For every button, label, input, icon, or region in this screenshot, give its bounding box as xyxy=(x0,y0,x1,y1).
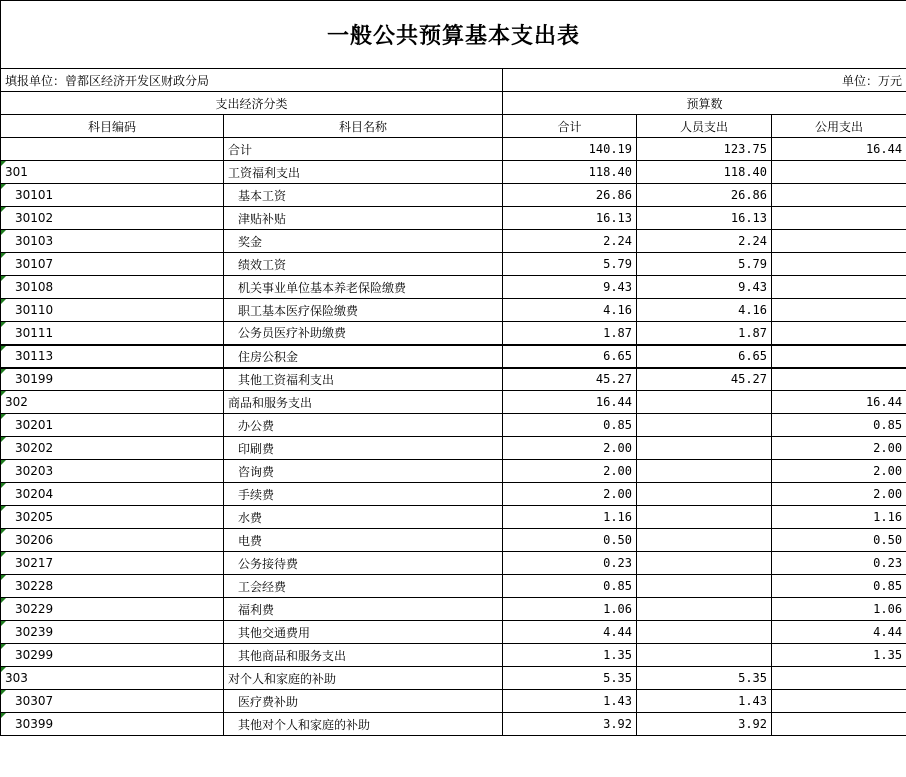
cell-personnel xyxy=(637,506,772,529)
cell-code: 30202 xyxy=(1,437,224,460)
cell-name: 水费 xyxy=(224,506,503,529)
cell-name: 职工基本医疗保险缴费 xyxy=(224,299,503,322)
cell-name: 商品和服务支出 xyxy=(224,391,503,414)
cell-total: 6.65 xyxy=(503,345,637,368)
cell-total: 2.00 xyxy=(503,483,637,506)
cell-name: 医疗费补助 xyxy=(224,690,503,713)
cell-code: 30229 xyxy=(1,598,224,621)
cell-code: 30228 xyxy=(1,575,224,598)
table-row xyxy=(1,552,906,575)
table-row xyxy=(1,391,906,414)
cell-code: 30101 xyxy=(1,184,224,207)
table-row xyxy=(1,690,906,713)
cell-code: 30205 xyxy=(1,506,224,529)
cell-personnel xyxy=(637,644,772,667)
table-row xyxy=(1,184,906,207)
table-row xyxy=(1,621,906,644)
cell-code: 30206 xyxy=(1,529,224,552)
cell-name: 绩效工资 xyxy=(224,253,503,276)
cell-personnel: 2.24 xyxy=(637,230,772,253)
cell-code: 30113 xyxy=(1,345,224,368)
cell-total: 1.87 xyxy=(503,322,637,345)
cell-personnel xyxy=(637,460,772,483)
table-row xyxy=(1,506,906,529)
cell-total: 45.27 xyxy=(503,368,637,391)
header-econ-class: 支出经济分类 xyxy=(1,92,503,115)
cell-public xyxy=(772,322,906,345)
table-row xyxy=(1,483,906,506)
cell-code: 30204 xyxy=(1,483,224,506)
cell-public: 2.00 xyxy=(772,437,906,460)
cell-code: 30307 xyxy=(1,690,224,713)
cell-code: 30199 xyxy=(1,368,224,391)
cell-code: 30110 xyxy=(1,299,224,322)
cell-personnel xyxy=(637,437,772,460)
cell-total: 26.86 xyxy=(503,184,637,207)
cell-total: 3.92 xyxy=(503,713,637,736)
cell-public: 1.06 xyxy=(772,598,906,621)
cell-personnel: 6.65 xyxy=(637,345,772,368)
reporting-unit: 填报单位：曾都区经济开发区财政分局 xyxy=(1,69,503,92)
cell-code: 30239 xyxy=(1,621,224,644)
cell-total: 2.00 xyxy=(503,460,637,483)
table-row xyxy=(1,644,906,667)
table-row xyxy=(1,414,906,437)
cell-name: 电费 xyxy=(224,529,503,552)
cell-name: 基本工资 xyxy=(224,184,503,207)
cell-total: 5.35 xyxy=(503,667,637,690)
page-title: 一般公共预算基本支出表 xyxy=(1,1,906,69)
table-row xyxy=(1,345,906,368)
cell-code: 30108 xyxy=(1,276,224,299)
table-row xyxy=(1,460,906,483)
cell-name: 印刷费 xyxy=(224,437,503,460)
cell-personnel: 123.75 xyxy=(637,138,772,161)
table-row xyxy=(1,322,906,345)
cell-personnel xyxy=(637,529,772,552)
table-row xyxy=(1,230,906,253)
cell-name: 其他对个人和家庭的补助 xyxy=(224,713,503,736)
cell-name: 咨询费 xyxy=(224,460,503,483)
header-personnel: 人员支出 xyxy=(637,115,772,138)
table-row xyxy=(1,575,906,598)
table-row xyxy=(1,276,906,299)
cell-code: 30201 xyxy=(1,414,224,437)
table-row xyxy=(1,299,906,322)
cell-public xyxy=(772,253,906,276)
cell-code: 30111 xyxy=(1,322,224,345)
cell-code: 30107 xyxy=(1,253,224,276)
cell-code: 303 xyxy=(1,667,224,690)
cell-code: 30103 xyxy=(1,230,224,253)
currency-unit: 单位：万元 xyxy=(503,69,906,92)
cell-public: 4.44 xyxy=(772,621,906,644)
cell-personnel xyxy=(637,391,772,414)
cell-name: 其他交通费用 xyxy=(224,621,503,644)
table-row xyxy=(1,138,906,161)
cell-public xyxy=(772,161,906,184)
cell-personnel xyxy=(637,552,772,575)
cell-name: 公务接待费 xyxy=(224,552,503,575)
cell-personnel: 45.27 xyxy=(637,368,772,391)
header-name: 科目名称 xyxy=(224,115,503,138)
cell-code: 302 xyxy=(1,391,224,414)
cell-personnel xyxy=(637,575,772,598)
table-row xyxy=(1,529,906,552)
cell-personnel xyxy=(637,621,772,644)
cell-name: 合计 xyxy=(224,138,503,161)
cell-name: 工资福利支出 xyxy=(224,161,503,184)
cell-personnel: 5.79 xyxy=(637,253,772,276)
cell-personnel: 4.16 xyxy=(637,299,772,322)
cell-personnel: 5.35 xyxy=(637,667,772,690)
table-row xyxy=(1,207,906,230)
cell-total: 1.35 xyxy=(503,644,637,667)
cell-total: 0.50 xyxy=(503,529,637,552)
cell-code: 30299 xyxy=(1,644,224,667)
cell-total: 118.40 xyxy=(503,161,637,184)
cell-personnel xyxy=(637,483,772,506)
table-row xyxy=(1,713,906,736)
cell-public xyxy=(772,713,906,736)
cell-total: 1.16 xyxy=(503,506,637,529)
cell-name: 福利费 xyxy=(224,598,503,621)
cell-public: 0.85 xyxy=(772,414,906,437)
cell-code: 30102 xyxy=(1,207,224,230)
cell-total: 2.00 xyxy=(503,437,637,460)
table-row xyxy=(1,437,906,460)
cell-name: 其他商品和服务支出 xyxy=(224,644,503,667)
cell-public: 16.44 xyxy=(772,391,906,414)
table-row xyxy=(1,667,906,690)
cell-public xyxy=(772,368,906,391)
cell-public xyxy=(772,690,906,713)
header-public: 公用支出 xyxy=(772,115,906,138)
cell-name: 公务员医疗补助缴费 xyxy=(224,322,503,345)
cell-code: 301 xyxy=(1,161,224,184)
header-budget: 预算数 xyxy=(503,92,906,115)
cell-name: 工会经费 xyxy=(224,575,503,598)
cell-public xyxy=(772,207,906,230)
cell-name: 奖金 xyxy=(224,230,503,253)
cell-total: 4.16 xyxy=(503,299,637,322)
header-total: 合计 xyxy=(503,115,637,138)
cell-public: 1.35 xyxy=(772,644,906,667)
cell-public xyxy=(772,299,906,322)
cell-total: 1.06 xyxy=(503,598,637,621)
cell-name: 办公费 xyxy=(224,414,503,437)
cell-total: 16.44 xyxy=(503,391,637,414)
cell-public xyxy=(772,184,906,207)
cell-personnel: 26.86 xyxy=(637,184,772,207)
cell-total: 0.85 xyxy=(503,414,637,437)
cell-total: 16.13 xyxy=(503,207,637,230)
table-row xyxy=(1,161,906,184)
cell-total: 5.79 xyxy=(503,253,637,276)
cell-name: 津贴补贴 xyxy=(224,207,503,230)
cell-public xyxy=(772,276,906,299)
cell-personnel: 16.13 xyxy=(637,207,772,230)
cell-personnel: 1.43 xyxy=(637,690,772,713)
table-row xyxy=(1,368,906,391)
cell-public: 0.23 xyxy=(772,552,906,575)
cell-public xyxy=(772,230,906,253)
cell-code: 30399 xyxy=(1,713,224,736)
cell-personnel xyxy=(637,414,772,437)
table-row xyxy=(1,253,906,276)
cell-total: 4.44 xyxy=(503,621,637,644)
cell-code: 30203 xyxy=(1,460,224,483)
cell-public: 0.85 xyxy=(772,575,906,598)
cell-total: 1.43 xyxy=(503,690,637,713)
cell-public: 0.50 xyxy=(772,529,906,552)
table-row xyxy=(1,598,906,621)
cell-name: 手续费 xyxy=(224,483,503,506)
cell-personnel: 118.40 xyxy=(637,161,772,184)
cell-personnel xyxy=(637,598,772,621)
cell-total: 2.24 xyxy=(503,230,637,253)
cell-personnel: 1.87 xyxy=(637,322,772,345)
cell-public: 2.00 xyxy=(772,483,906,506)
cell-name: 住房公积金 xyxy=(224,345,503,368)
cell-public: 1.16 xyxy=(772,506,906,529)
table-body xyxy=(1,1,906,736)
cell-personnel: 3.92 xyxy=(637,713,772,736)
cell-public: 2.00 xyxy=(772,460,906,483)
cell-name: 机关事业单位基本养老保险缴费 xyxy=(224,276,503,299)
cell-total: 140.19 xyxy=(503,138,637,161)
cell-name: 对个人和家庭的补助 xyxy=(224,667,503,690)
cell-total: 9.43 xyxy=(503,276,637,299)
cell-code: 30217 xyxy=(1,552,224,575)
cell-code xyxy=(1,138,224,161)
cell-public: 16.44 xyxy=(772,138,906,161)
cell-personnel: 9.43 xyxy=(637,276,772,299)
cell-name: 其他工资福利支出 xyxy=(224,368,503,391)
header-code: 科目编码 xyxy=(1,115,224,138)
cell-total: 0.85 xyxy=(503,575,637,598)
cell-public xyxy=(772,345,906,368)
cell-total: 0.23 xyxy=(503,552,637,575)
cell-public xyxy=(772,667,906,690)
